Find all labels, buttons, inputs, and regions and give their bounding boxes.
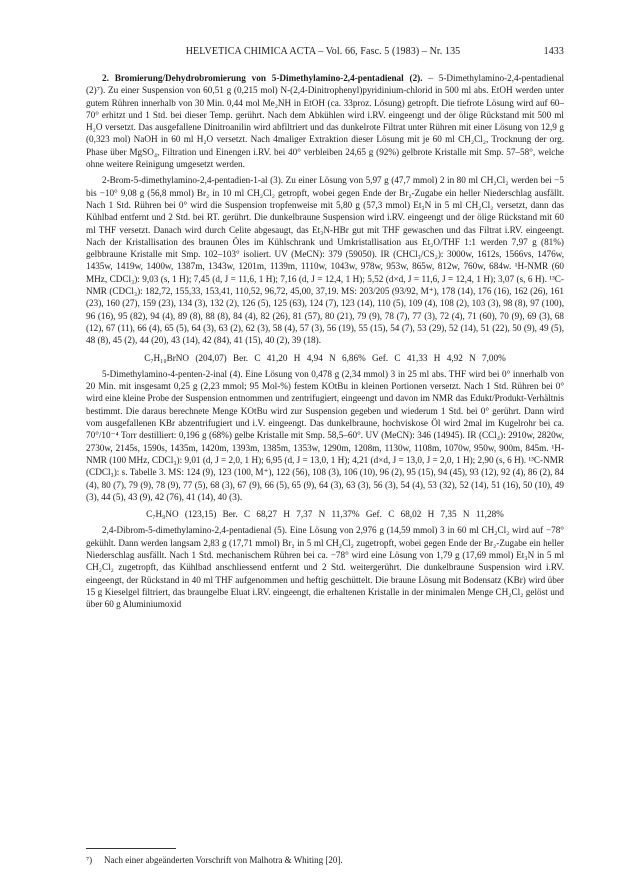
- compound-3-elemental-analysis: C₇H₁₀BrNO (204,07) Ber. C 41,20 H 4,94 N 6,86% Gef. C 41,33 H 4,92 N 7,00%: [144, 352, 506, 363]
- compound-5-paragraph: 2,4-Dibrom-5-dimethylamino-2,4-pentadienal (5). Eine Lösung von 2,976 g (14,59 mmol) 3 in 60 ml CH₂Cl₂ wird auf −78° gekühlt. Dann werden langsam 2,83 g (17,71 mmol) Br₂ in 5 ml CH₂Cl₂ zugetropft, wobei gegen Ende der Br₂-Zugabe ein heller Niederschlag ausfällt. Nach 1 Std. mechanischem Rühren bei ca. −78° wird eine Lösung von 1,79 g (17,69 mmol) Et₃N in 5 ml CH₂Cl₂ zugetropft, das Kühlbad anschliessend entfernt und 2 Std. weitergerührt. Die dunkelbraune Suspension wird i.RV. eingeengt, der Rückstand in 40 ml THF aufgenommen und heftig geschüttelt. Die braune Lösung mit Bodensatz (KBr) wird über 15 g Kieselgel filtriert, das braungelbe Eluat i.RV. eingeengt, die erhaltenen Kristalle in der minimalen Menge CH₂Cl₂ gelöst und über 60 g Aluminiumoxid: [86, 525, 564, 610]
- article-body: [86, 72, 564, 610]
- section-2-paragraph: [86, 72, 564, 170]
- page-number: 1433: [543, 46, 564, 57]
- journal-citation: HELVETICA CHIMICA ACTA – Vol. 66, Fasc. 5 (1983) – Nr. 135: [185, 46, 461, 57]
- compound-4-paragraph: 5-Dimethylamino-4-penten-2-inal (4). Eine Lösung von 0,478 g (2,34 mmol) 3 in 25 ml abs. THF wird bei 0° innerhalb von 20 Min. mit insgesamt 0,25 g (2,23 mmol; 95 Mol-%) festem KOtBu in kleinen Portionen versetzt. Nach 1 Std. Rühren bei 0° wird eine kleine Probe der Suspension entnommen und zentrifugiert, eingeengt und davon im NMR das Edukt/Produkt-Verhältnis bestimmt. Die daraus berechnete Menge KOtBu wird zur Suspension gegeben und wiederum 1 Std. bei 0° gerührt. Dann wird vom ausgefallenen KBr abzentrifugiert und i.V. eingeengt. Das dunkelbraune, hochviskose Öl wird 2mal im Kugelrohr bei ca. 70°/10⁻⁴ Torr destilliert: 0,196 g (68%) gelbe Kristalle mit Smp. 58,5–60°. UV (MeCN): 346 (14945). IR (CCl₄): 2910w, 2820w, 2730w, 2145s, 1590s, 1435m, 1420m, 1393m, 1385m, 1353w, 1290m, 1208m, 1130w, 1108m, 1070w, 950w, 900m, 845m. ¹H-NMR (100 MHz, CDCl₃): 9,01 (d, J = 2,0, 1 H); 6,95 (d, J = 13,0, 1 H); 4,21 (d×d, J = 13,0, J = 2,0, 1 H); 2,90 (s, 6 H). ¹³C-NMR (CDCl₃): s. Tabelle 3. MS: 124 (9), 123 (100, M⁺), 122 (56), 108 (3), 106 (10), 96 (2), 95 (15), 94 (45), 93 (12), 92 (4), 86 (2), 84 (4), 80 (7), 79 (9), 78 (9), 77 (5), 68 (3), 67 (9), 66 (5), 65 (9), 64 (3), 63 (3), 56 (3), 54 (4), 53 (32), 52 (14), 51 (16), 50 (10), 49 (3), 44 (5), 43 (9), 42 (76), 41 (14), 40 (3).: [86, 368, 564, 502]
- footnote-divider: [86, 848, 176, 849]
- compound-3-paragraph: 2-Brom-5-dimethylamino-2,4-pentadien-1-al (3). Zu einer Lösung von 5,97 g (47,7 mmol) 2 in 80 ml CH₂Cl₂ werden bei −5 bis −10° 9,08 g (56,8 mmol) Br₂ in 10 ml CH₂Cl₂ getropft, wobei gegen Ende der Br₂-Zugabe ein heller Niederschlag ausfällt. Nach 1 Std. Rühren bei 0° wird die Suspension tropfenweise mit 5,80 g (57,3 mmol) Et₃N in 5 ml CH₂Cl₂ versetzt, dann das Kühlbad entfernt und 2 Std. bei RT. gerührt. Die dunkelbraune Suspension wird i.RV. eingeengt und der ölige Rückstand mit 60 ml THF versetzt. Danach wird durch Celite abgesaugt, das Et₃N-HBr gut mit THF gewaschen und das Filtrat i.RV. eingeengt. Nach der Kristallisation des braunen Öles im Kühlschrank und Umkristallisation aus Et₂O/THF 1:1 werden 7,97 g (81%) gelbbraune Kristalle mit Smp. 102–103° isoliert. UV (MeCN): 379 (59050). IR (CHCl₃/CS₂): 3000w, 1612s, 1566vs, 1476w, 1435w, 1419w, 1400w, 1387m, 1343w, 1201m, 1139m, 1110w, 1043w, 978w, 953w, 865w, 812w, 760w, 684w. ¹H-NMR (60 MHz, CDCl₃): 9,03 (s, 1 H); 7,45 (d, J = 11,6, 1 H); 7,16 (d, J = 12,4, 1 H); 5,52 (d×d, J = 11,6, J = 12,4, 1 H); 3,07 (s, 6 H). ¹³C-NMR (CDCl₃): 182,72, 155,33, 153,41, 110,52, 96,72, 45,00, 37,19. MS: 203/205 (93/92, M⁺), 178 (14), 176 (16), 162 (26), 161 (23), 160 (27), 159 (23), 134 (3), 132 (2), 126 (5), 125 (63), 124 (7), 123 (14), 110 (5), 109 (4), 108 (2), 103 (3), 98 (8), 97 (100), 96 (16), 95 (82), 94 (4), 89 (8), 88 (8), 84 (4), 82 (26), 81 (57), 80 (21), 79 (9), 78 (7), 77 (3), 72 (4), 71 (60), 70 (9), 69 (3), 68 (12), 67 (11), 66 (4), 65 (5), 64 (3), 63 (2), 62 (3), 58 (4), 57 (3), 56 (19), 55 (15), 54 (7), 53 (29), 52 (14), 51 (22), 50 (9), 49 (5), 48 (8), 45 (2), 44 (20), 43 (14), 42 (84), 41 (15), 40 (2), 39 (18).: [86, 175, 564, 346]
- running-header: [82, 46, 564, 60]
- section-2-heading: 2. Bromierung/Dehydrobromierung von 5-Dimethylamino-2,4-pentadienal (2).: [102, 73, 423, 83]
- section-2-text: – 5-Dimethylamino-2,4-pentadienal (2)⁷). Zu einer Suspension von 60,51 g (0,215 mol) N-(2,4-Dinitrophenyl)pyridinium-chlorid in 500 ml abs. EtOH werden unter gutem Rühren innerhalb von 30 Min. 0,44 mol Me₂NH in EtOH (ca. 33proz. Lösung) getropft. Die tiefrote Lösung wird auf 60–70° erhitzt und 1 Std. bei dieser Temp. gerührt. Nach dem Abkühlen wird i.RV. eingeengt und der ölige Rückstand mit 500 ml H₂O versetzt. Das ausgefallene Dinitroanilin wird abfiltriert und das dunkelrote Filtrat unter Rühren mit einer Lösung von 12,9 g (0,323 mol) NaOH in 60 ml H₂O versetzt. Nach 4maliger Extraktion dieser Lösung mit je 60 ml CH₂Cl₂, Trocknung der org. Phase über MgSO₄, Filtration und Einengen i.RV. bei 40° verbleiben 24,65 g (92%) gelbrote Kristalle mit Smp. 57–58°, welche ohne weitere Reinigung umgesetzt werden.: [86, 73, 564, 170]
- footnote-7: [86, 855, 564, 866]
- footnote-mark: ⁷): [86, 855, 93, 865]
- compound-4-elemental-analysis: C₇H₉NO (123,15) Ber. C 68,27 H 7,37 N 11,37% Gef. C 68,02 H 7,35 N 11,28%: [146, 509, 504, 520]
- footnote-text: Nach einer abgeänderten Vorschrift von Malhotra & Whiting [20].: [104, 855, 343, 865]
